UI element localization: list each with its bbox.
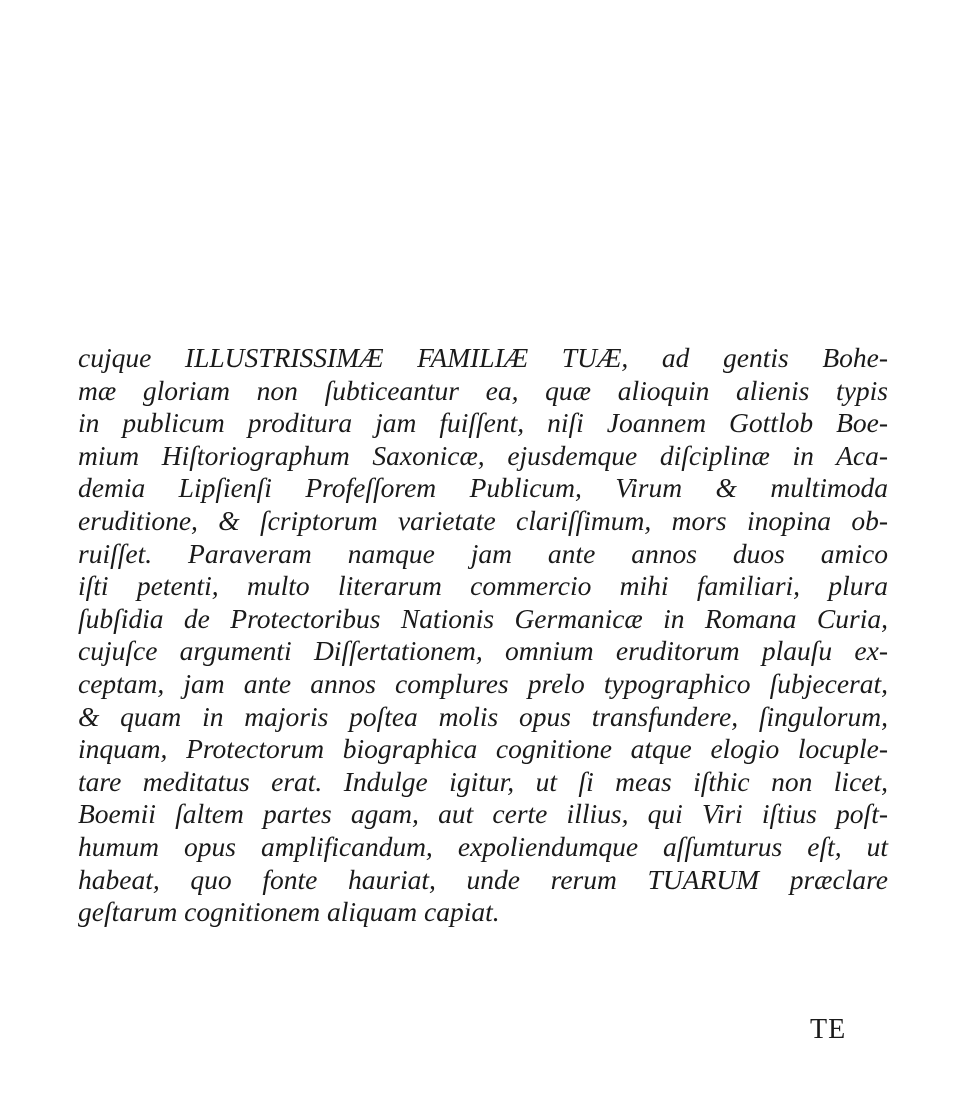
text-line: ruiſſet. Paraveram namque jam ante annos duos amico bbox=[78, 537, 888, 569]
text-line: in publicum proditura jam fuiſſent, niſi Joannem Gottlob Boe- bbox=[78, 407, 888, 439]
text-line: eruditione, & ſcriptorum varietate clariſſimum, mors inopina ob- bbox=[78, 504, 888, 536]
text-line: demia Lipſienſi Profeſſorem Publicum, Virum & multimoda bbox=[78, 472, 888, 504]
text-line: mæ gloriam non ſubticeantur ea, quæ alioquin alienis typis bbox=[78, 374, 888, 406]
text-line: Boemii ſaltem partes agam, aut certe illius, qui Viri iſtius poſt- bbox=[78, 798, 888, 830]
text-line: iſti petenti, multo literarum commercio mihi familiari, plura bbox=[78, 570, 888, 602]
text-line: humum opus amplificandum, expoliendumque aſſumturus eſt, ut bbox=[78, 830, 888, 862]
text-line: cujque ILLUSTRISSIMÆ FAMILIÆ TUÆ, ad gentis Bohe- bbox=[78, 342, 888, 373]
body-paragraph bbox=[78, 342, 888, 929]
text-line: cujuſce argumenti Diſſertationem, omnium eruditorum plauſu ex- bbox=[78, 635, 888, 667]
text-line: & quam in majoris poſtea molis opus transfundere, ſingulorum, bbox=[78, 700, 888, 732]
catchword: TE bbox=[810, 1014, 847, 1045]
text-line: tare meditatus erat. Indulge igitur, ut ſi meas iſthic non licet, bbox=[78, 765, 888, 797]
text-line: ſubſidia de Protectoribus Nationis Germanicæ in Romana Curia, bbox=[78, 602, 888, 634]
text-line: habeat, quo fonte hauriat, unde rerum TUARUM præclare bbox=[78, 863, 888, 895]
text-line: mium Hiſtoriographum Saxonicæ, ejusdemque diſciplinæ in Aca- bbox=[78, 439, 888, 471]
text-line: geſtarum cognitionem aliquam capiat. bbox=[78, 896, 500, 928]
text-line: inquam, Protectorum biographica cognitione atque elogio locuple- bbox=[78, 733, 888, 765]
text-line: ceptam, jam ante annos complures prelo typographico ſubjecerat, bbox=[78, 667, 888, 699]
